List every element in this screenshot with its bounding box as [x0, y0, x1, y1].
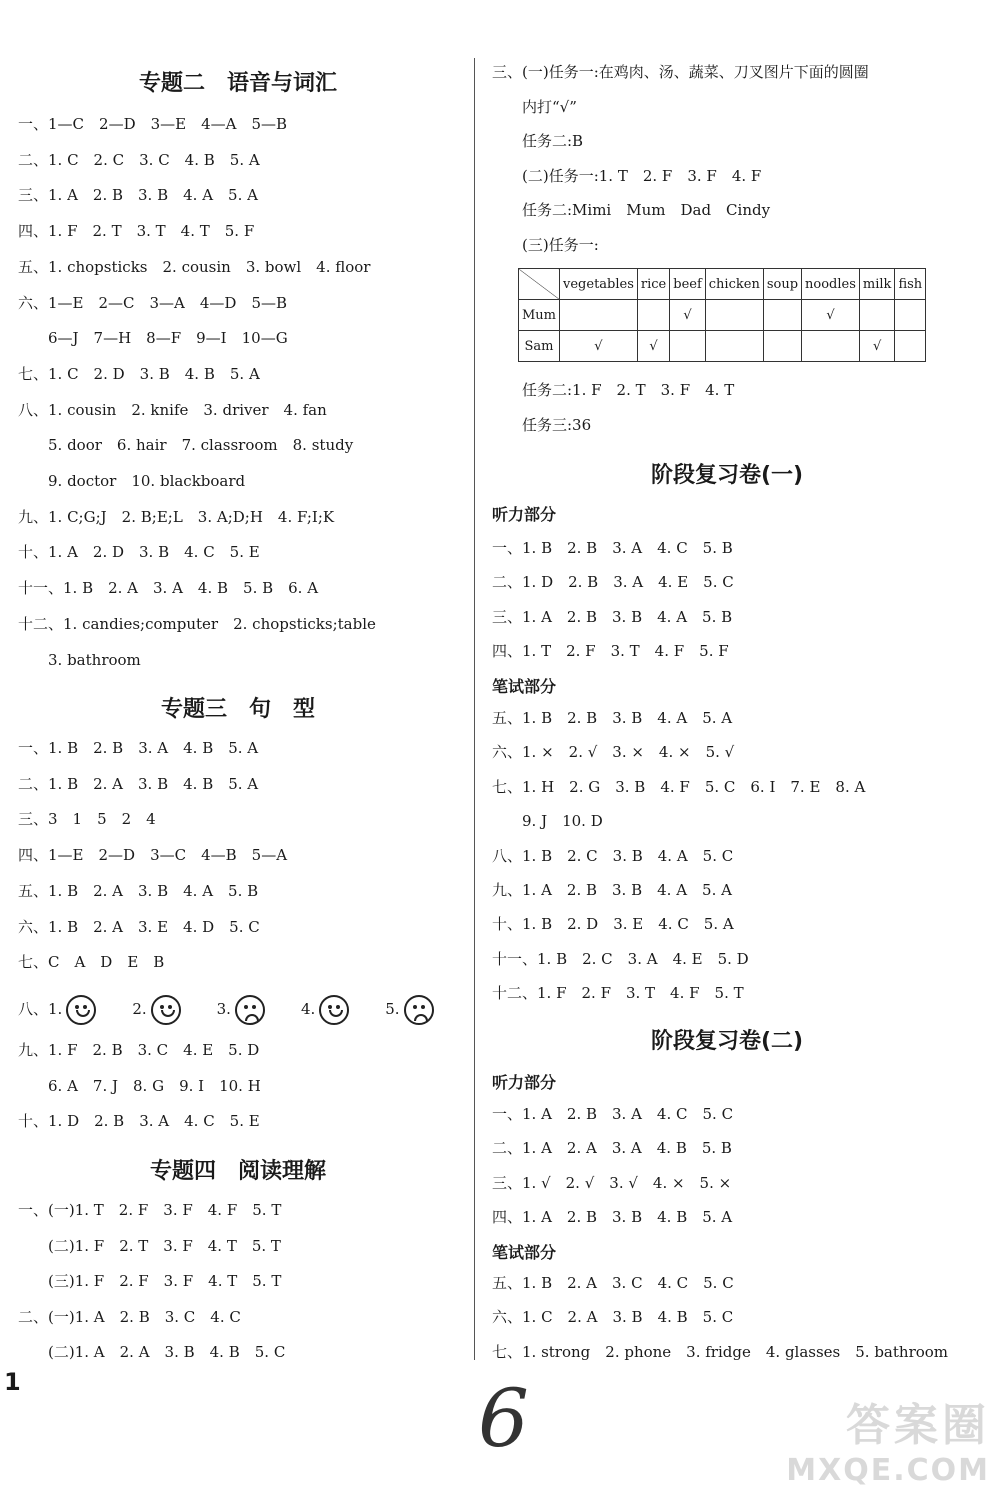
handwritten-mark: 6	[478, 1372, 529, 1465]
emoji-answer-line	[18, 993, 440, 1025]
answer-line: 三、1. A 2. B 3. B 4. A 5. A	[18, 186, 258, 205]
sad-face-icon	[235, 995, 265, 1025]
section-title-review1: 阶段复习卷(一)	[650, 463, 804, 488]
answer-line: 二、1. C 2. C 3. C 4. B 5. A	[18, 150, 260, 169]
table-header: fish	[895, 269, 926, 300]
answer-line: 五、1. B 2. B 3. B 4. A 5. A	[492, 709, 733, 727]
answer-line: 三、(一)任务一:在鸡肉、汤、蔬菜、刀叉图片下面的圆圈	[492, 63, 869, 81]
answer-line: 九、1. A 2. B 3. B 4. A 5. A	[492, 881, 732, 899]
answer-line: 七、C A D E B	[18, 953, 165, 972]
table-cell: √	[859, 331, 895, 362]
answer-line: 六、1. C 2. A 3. B 4. B 5. C	[492, 1308, 734, 1327]
table-cell: √	[802, 300, 860, 331]
table-header: soup	[763, 269, 801, 300]
answer-line: 七、1. strong 2. phone 3. fridge 4. glasses 5. bathroom	[492, 1342, 949, 1361]
watermark-line1: 答案圈	[846, 1400, 990, 1451]
answer-line: 十二、1. F 2. F 3. T 4. F 5. T	[492, 984, 744, 1003]
smiley-face-icon	[319, 995, 349, 1025]
answer-line: 八、1. B 2. C 3. B 4. A 5. C	[492, 846, 734, 865]
row-name: Sam	[519, 331, 560, 362]
answer-line: 二、(一)1. A 2. B 3. C 4. C	[18, 1307, 241, 1326]
table-header: rice	[637, 269, 669, 300]
answer-line: 任务三:36	[492, 415, 592, 434]
answer-line: 十一、1. B 2. A 3. A 4. B 5. B 6. A	[18, 579, 319, 598]
row-name: Mum	[519, 300, 560, 331]
watermark	[786, 1389, 990, 1488]
answer-line: (二)任务一:1. T 2. F 3. F 4. F	[492, 166, 762, 185]
answer-line: 任务二:Mimi Mum Dad Cindy	[492, 201, 771, 219]
answer-line: 任务二:1. F 2. T 3. F 4. T	[492, 381, 735, 399]
answer-line: 十二、1. candies;computer 2. chopsticks;table	[18, 614, 376, 633]
answer-line: 六、1—E 2—C 3—A 4—D 5—B	[18, 293, 288, 312]
table-cell	[859, 300, 895, 331]
table-cell	[705, 300, 763, 331]
section-title-topic2: 专题二 语音与词汇	[138, 71, 337, 96]
table-header: vegetables	[560, 269, 638, 300]
answer-line: 二、1. B 2. A 3. B 4. B 5. A	[18, 774, 259, 793]
answer-line: 9. doctor 10. blackboard	[18, 472, 246, 490]
answer-line: 五、1. chopsticks 2. cousin 3. bowl 4. floor	[18, 257, 371, 276]
answer-line: 九、1. C;G;J 2. B;E;L 3. A;D;H 4. F;I;K	[18, 507, 335, 526]
answer-line: 任务二:B	[492, 132, 584, 150]
answer-line: 七、1. H 2. G 3. B 4. F 5. C 6. I 7. E 8. A	[492, 777, 866, 796]
table-row	[519, 331, 926, 362]
item-number: 2.	[132, 1000, 147, 1018]
section-title-topic4: 专题四 阅读理解	[149, 1159, 326, 1184]
sad-face-icon	[404, 995, 434, 1025]
answer-line: 九、1. F 2. B 3. C 4. E 5. D	[18, 1041, 260, 1059]
table-cell	[895, 331, 926, 362]
listening-part-label: 听力部分	[492, 505, 557, 524]
answer-line: 十、1. B 2. D 3. E 4. C 5. A	[492, 915, 734, 934]
smiley-face-icon	[66, 995, 96, 1025]
answer-line: 六、1. B 2. A 3. E 4. D 5. C	[18, 917, 260, 936]
answer-line: 6—J 7—H 8—F 9—I 10—G	[18, 329, 288, 348]
table-cell	[895, 300, 926, 331]
table-header: milk	[859, 269, 895, 300]
table-cell: √	[670, 300, 706, 331]
answer-line: (三)任务一:	[492, 235, 599, 254]
section-title-review2: 阶段复习卷(二)	[650, 1029, 804, 1054]
watermark-line2: MXQE.COM	[786, 1453, 990, 1488]
answer-line: 四、1—E 2—D 3—C 4—B 5—A	[18, 846, 288, 865]
table-cell	[763, 331, 801, 362]
answer-line: 5. door 6. hair 7. classroom 8. study	[18, 436, 354, 455]
table-cell	[637, 300, 669, 331]
answer-line: 四、1. F 2. T 3. T 4. T 5. F	[18, 222, 255, 241]
answer-line: 七、1. C 2. D 3. B 4. B 5. A	[18, 364, 260, 383]
answer-line: 十一、1. B 2. C 3. A 4. E 5. D	[492, 949, 749, 968]
answer-line: (二)1. A 2. A 3. B 4. B 5. C	[18, 1343, 286, 1361]
section-title-topic3: 专题三 句 型	[160, 697, 315, 722]
table-row	[519, 300, 926, 331]
answer-line: 六、1. × 2. √ 3. × 4. × 5. √	[492, 743, 735, 762]
answer-line: (二)1. F 2. T 3. F 4. T 5. T	[18, 1236, 281, 1255]
table-header: beef	[670, 269, 706, 300]
answer-line: 一、(一)1. T 2. F 3. F 4. F 5. T	[18, 1201, 282, 1219]
answer-line: 6. A 7. J 8. G 9. I 10. H	[18, 1076, 261, 1095]
answer-line: 一、1. B 2. B 3. A 4. C 5. B	[492, 539, 733, 557]
answer-line: 一、1. A 2. B 3. A 4. C 5. C	[492, 1105, 734, 1123]
answer-line: 五、1. B 2. A 3. B 4. A 5. B	[18, 881, 259, 900]
answer-line: 9. J 10. D	[492, 812, 603, 831]
table-header: noodles	[802, 269, 860, 300]
answer-line: 五、1. B 2. A 3. C 4. C 5. C	[492, 1274, 734, 1292]
answer-line: 一、1—C 2—D 3—E 4—A 5—B	[18, 115, 288, 133]
table-cell: √	[560, 331, 638, 362]
answer-line: 四、1. T 2. F 3. T 4. F 5. F	[492, 641, 729, 660]
answer-line: 三、3 1 5 2 4	[18, 810, 156, 829]
smiley-face-icon	[151, 995, 181, 1025]
table-cell	[763, 300, 801, 331]
table-cell	[802, 331, 860, 362]
table-cell: √	[637, 331, 669, 362]
answer-line: 二、1. A 2. A 3. A 4. B 5. B	[492, 1139, 732, 1158]
item-number: 4.	[300, 1000, 316, 1018]
item-number: 1.	[48, 1000, 63, 1018]
item-number: 3.	[216, 1000, 231, 1018]
answer-line: 四、1. A 2. B 3. B 4. B 5. A	[492, 1207, 733, 1226]
table-corner	[519, 269, 560, 300]
listening-part-label: 听力部分	[492, 1073, 557, 1092]
item-number: 5.	[385, 1000, 400, 1018]
question-number: 八、	[18, 1000, 49, 1018]
answer-line: 内打“√”	[492, 97, 577, 116]
answer-line: (三)1. F 2. F 3. F 4. T 5. T	[18, 1272, 282, 1290]
answer-line: 八、1. cousin 2. knife 3. driver 4. fan	[18, 400, 327, 419]
answer-line: 十、1. D 2. B 3. A 4. C 5. E	[18, 1112, 260, 1131]
written-part-label: 笔试部分	[492, 677, 557, 696]
answer-line: 三、1. A 2. B 3. B 4. A 5. B	[492, 607, 733, 626]
answer-line: 3. bathroom	[18, 650, 141, 669]
table-cell	[670, 331, 706, 362]
answer-line: 一、1. B 2. B 3. A 4. B 5. A	[18, 739, 259, 757]
answer-line: 二、1. D 2. B 3. A 4. E 5. C	[492, 573, 734, 592]
food-preference-table	[518, 268, 926, 362]
table-cell	[705, 331, 763, 362]
answer-line: 十、1. A 2. D 3. B 4. C 5. E	[18, 543, 260, 562]
written-part-label: 笔试部分	[492, 1243, 557, 1262]
answer-line: 三、1. √ 2. √ 3. √ 4. × 5. ×	[492, 1173, 732, 1192]
table-cell	[560, 300, 638, 331]
table-header: chicken	[705, 269, 763, 300]
page-number: 1	[4, 1368, 21, 1396]
column-divider	[474, 58, 475, 1360]
